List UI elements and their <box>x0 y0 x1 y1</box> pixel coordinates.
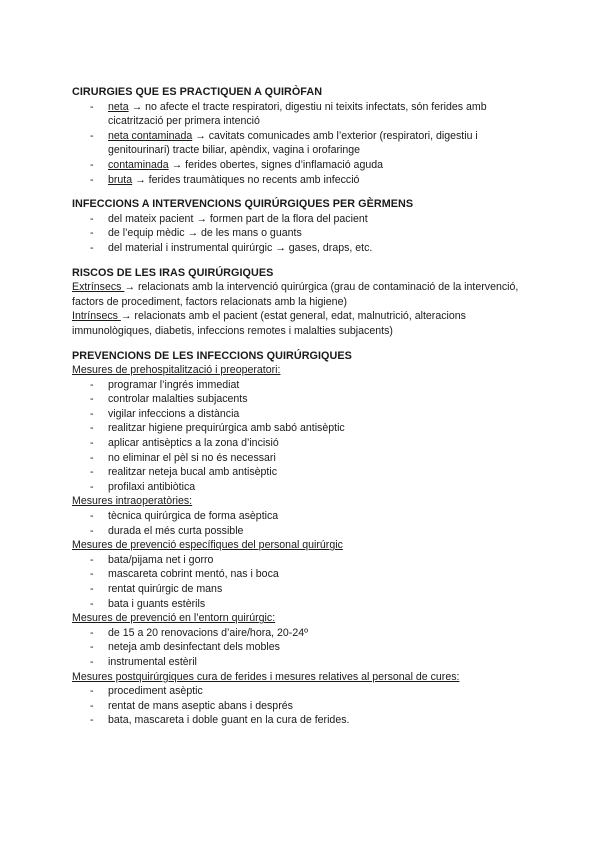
list-item: - instrumental estèril <box>72 655 540 670</box>
list-item <box>72 173 540 188</box>
group-list <box>72 509 540 538</box>
risk-term: Intrínsecs <box>72 310 121 323</box>
list-item: - rentat quirúrgic de mans <box>72 582 540 597</box>
list-item: - neteja amb desinfectant dels mobles <box>72 640 540 655</box>
group-title: Mesures intraoperatòries: <box>72 495 193 508</box>
list-item: - rentat de mans aseptic abans i després <box>72 699 540 714</box>
list-item: - del mateix pacient → formen part de la flora del pacient <box>72 212 540 227</box>
list-term: contaminada <box>108 158 169 171</box>
list-term: bruta <box>108 173 133 186</box>
list-item: - procediment asèptic <box>72 684 540 699</box>
list-item: - de 15 a 20 renovacions d’aire/hora, 20-24º <box>72 626 540 641</box>
list-text: → ferides traumàtiques no recents amb infecció <box>132 173 360 186</box>
list-item: - controlar malalties subjacents <box>72 392 540 407</box>
list-text: → cavitats comunicades amb l’exterior (respiratori, digestiu i genitourinari) tracte biliar, apèndix, vagina i orofaringe <box>108 129 478 157</box>
section-cirurgies <box>72 85 540 187</box>
list-term: neta contaminada <box>108 129 193 142</box>
section-heading: PREVENCIONS DE LES INFECCIONS QUIRÚRGIQUES <box>72 349 352 362</box>
section-prevencions <box>72 349 540 728</box>
list-item: - aplicar antisèptics a la zona d’incisió <box>72 436 540 451</box>
risk-text: → relacionats amb la intervenció quirúrgica (grau de contaminació de la intervenció, factors de procediment, factors relacionats amb la higiene) <box>72 281 519 308</box>
risk-text: → relacionats amb el pacient (estat general, edat, malnutrició, alteracions immunològiques, diabetis, infeccions remotes i malalties subjacents) <box>72 310 466 337</box>
list-term: neta <box>108 100 129 113</box>
list-item <box>72 158 540 173</box>
list-item: - del material i instrumental quirúrgic → gases, draps, etc. <box>72 241 540 256</box>
section-infeccions <box>72 197 540 255</box>
list-item: - durada el més curta possible <box>72 524 540 539</box>
section-heading: INFECCIONS A INTERVENCIONS QUIRÚRGIQUES PER GÈRMENS <box>72 198 414 211</box>
section-heading: RISCOS DE LES IRAS QUIRÚRGIQUES <box>72 266 274 279</box>
group-title: Mesures de prevenció específiques del personal quirúrgic <box>72 539 343 552</box>
list-item: - no eliminar el pèl si no és necessari <box>72 451 540 466</box>
list-item <box>72 129 540 158</box>
surgery-types-list <box>72 100 540 188</box>
list-item: - profilaxi antibiòtica <box>72 480 540 495</box>
list-item: - bata i guants estèrils <box>72 597 540 612</box>
risk-paragraph <box>72 280 540 309</box>
group-list <box>72 553 540 611</box>
risk-paragraph <box>72 309 540 338</box>
list-item <box>72 100 540 129</box>
list-item: - realitzar higiene prequirúrgica amb sabó antisèptic <box>72 421 540 436</box>
list-item: - bata, mascareta i doble guant en la cura de ferides. <box>72 713 540 728</box>
risk-term: Extrínsecs <box>72 281 125 294</box>
list-item: - vigilar infeccions a distància <box>72 407 540 422</box>
list-item: - mascareta cobrint mentó, nas i boca <box>72 567 540 582</box>
list-item: - bata/pijama net i gorro <box>72 553 540 568</box>
list-item: - programar l’ingrés immediat <box>72 378 540 393</box>
group-list <box>72 626 540 670</box>
group-title: Mesures postquirúrgiques cura de ferides i mesures relatives al personal de cures: <box>72 670 460 683</box>
section-riscos <box>72 266 540 339</box>
group-list <box>72 684 540 728</box>
section-heading: CIRURGIES QUE ES PRACTIQUEN A QUIRÒFAN <box>72 86 323 98</box>
group-list <box>72 378 540 495</box>
list-item: - realitzar neteja bucal amb antisèptic <box>72 465 540 480</box>
list-item: - de l’equip mèdic → de les mans o guants <box>72 226 540 241</box>
list-text: → no afecte el tracte respiratori, digestiu ni teixits infectats, són ferides amb cicatrització per primera intenció <box>108 100 487 128</box>
infection-sources-list <box>72 212 540 256</box>
group-title: Mesures de prehospitalització i preoperatori: <box>72 364 281 377</box>
list-text: → ferides obertes, signes d’inflamació aguda <box>168 158 384 171</box>
group-title: Mesures de prevenció en l’entorn quirúrgic: <box>72 612 276 625</box>
list-item: - tècnica quirúrgica de forma asèptica <box>72 509 540 524</box>
